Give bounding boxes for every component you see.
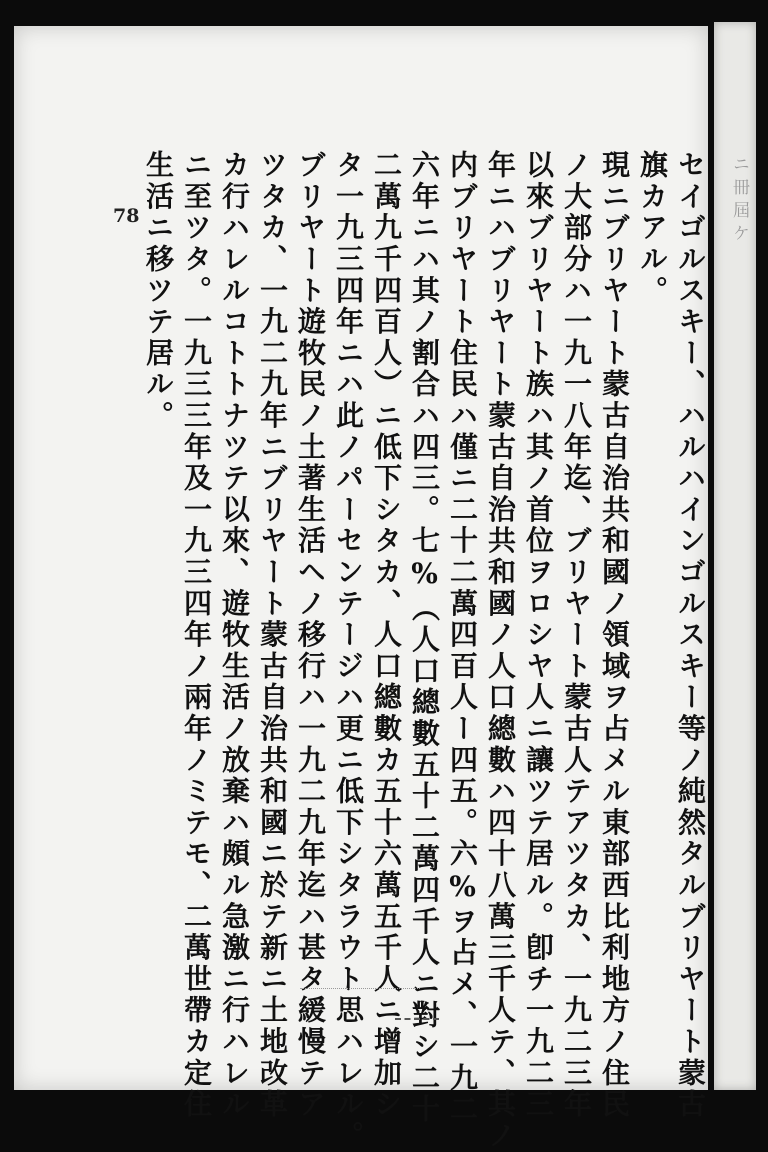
text-column-3: 現ニブリヤート蒙古自治共和國ノ領域ヲ占メル東部西比利地方ノ住民 xyxy=(598,150,631,1121)
page-number: 78 xyxy=(113,205,140,227)
text-column-6: 年ニハブリヤート蒙古自治共和國ノ人口總數ハ四十八萬三千人テ、其ノ xyxy=(484,150,517,1152)
text-column-14: ニ至ツタ。一九三三年及一九三四年ノ兩年ノミテモ、二萬世帶カ定住 xyxy=(180,150,213,1121)
text-column-15: 生活ニ移ツテ居ル。 xyxy=(142,150,175,432)
text-column-11: ブリヤート遊牧民ノ土著生活ヘノ移行ハ一九二九年迄ハ甚タ緩慢テア xyxy=(294,150,327,1121)
text-column-8: 六年ニハ其ノ割合ハ四三。七%（人口總數五十二萬四千人ニ對シ二十 xyxy=(408,150,441,1126)
text-column-2: 旗カアル。 xyxy=(636,150,669,307)
text-column-4: ノ大部分ハ一九一八年迄、ブリヤート蒙古人テアツタカ、一九二三年 xyxy=(560,150,593,1121)
text-column-10: タ一九三四年ニハ此ノパーセンテージハ更ニ低下シタラウト思ハレル。 xyxy=(332,150,365,1152)
adjacent-page-text: ニ冊屆ケ xyxy=(729,155,749,247)
text-column-7: 内ブリヤート住民ハ僅ニ二十二萬四百人ー四五。六%ヲ占メ、一九二 xyxy=(446,150,479,1126)
text-column-9: 二萬九千四百人）ニ低下シタカ、人口總數カ五十六萬五千人ニ增加シ xyxy=(370,150,403,1121)
text-column-5: 以來ブリヤート族ハ其ノ首位ヲロシヤ人ニ讓ツテ居ル。卽チ一九二三 xyxy=(522,150,555,1121)
footer-rule xyxy=(395,1018,439,1020)
footer-dotted-line xyxy=(300,988,420,989)
text-column-12: ツタカ、一九二九年ニブリヤート蒙古自治共和國ニ於テ新ニ土地改革 xyxy=(256,150,289,1121)
text-column-1: セイゴルスキー、ハルハインゴルスキー等ノ純然タルブリヤート蒙古 xyxy=(674,150,707,1121)
text-column-13: カ行ハレルコトトナツテ以來、遊牧生活ノ放棄ハ頗ル急激ニ行ハレル xyxy=(218,150,251,1121)
